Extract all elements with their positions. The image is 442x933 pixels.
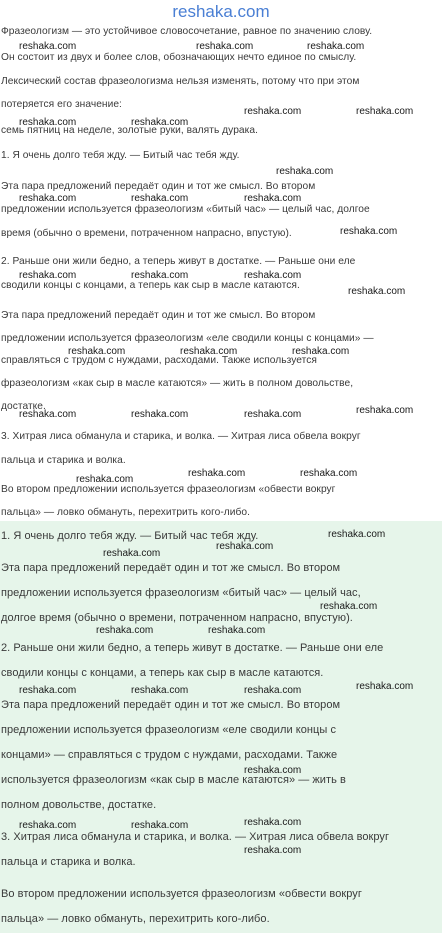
watermark: reshaka.com: [244, 817, 302, 828]
site-logo[interactable]: reshaka.com: [172, 2, 270, 21]
watermark: reshaka.com: [300, 468, 358, 479]
watermark: reshaka.com: [340, 226, 398, 237]
watermark: reshaka.com: [244, 765, 302, 776]
watermark: reshaka.com: [216, 541, 274, 552]
answer-b-line: используется фразеологизм «как сыр в масле катаются» — жить в: [1, 774, 346, 786]
answer-a-line: фразеологизм «как сыр в масле катаются» — жить в полном довольстве,: [1, 378, 354, 389]
watermark: reshaka.com: [320, 601, 378, 612]
answer-a-line: предложении используется фразеологизм «еле сводили концы с концами» —: [1, 333, 374, 344]
answer-a-line: 2. Раньше они жили бедно, а теперь живут в достатке. — Раньше они еле: [1, 256, 356, 267]
answer-b-line: долгое время (обычно о времени, потраченном напрасно, впустую).: [1, 612, 353, 624]
watermark: reshaka.com: [196, 41, 254, 52]
watermark: reshaka.com: [307, 41, 365, 52]
watermark: reshaka.com: [103, 548, 161, 559]
answer-a-line: достатке.: [1, 401, 46, 412]
watermark: reshaka.com: [19, 117, 77, 128]
watermark: reshaka.com: [131, 117, 189, 128]
watermark: reshaka.com: [356, 106, 414, 117]
answer-b-line: полном довольстве, достатке.: [1, 799, 157, 811]
answer-a-line: Эта пара предложений передаёт один и тот же смысл. Во втором: [1, 181, 316, 192]
answer-a-line: пальца и старика и волка.: [1, 455, 126, 466]
watermark: reshaka.com: [19, 270, 77, 281]
answer-a-line: сводили концы с концами, а теперь как сыр в масле катаются.: [1, 280, 300, 291]
watermark: reshaka.com: [244, 409, 302, 420]
answer-a-line: время (обычно о времени, потраченном напрасно, впустую).: [1, 228, 292, 239]
watermark: reshaka.com: [76, 474, 134, 485]
watermark: reshaka.com: [19, 41, 77, 52]
answer-b-line: Эта пара предложений передаёт один и тот же смысл. Во втором: [1, 562, 341, 574]
answer-b-line: предложении используется фразеологизм «битый час» — целый час,: [1, 587, 361, 599]
answer-a-line: предложении используется фразеологизм «битый час» — целый час, долгое: [1, 204, 370, 215]
watermark: reshaka.com: [19, 409, 77, 420]
watermark: reshaka.com: [188, 468, 246, 479]
watermark: reshaka.com: [19, 820, 77, 831]
answer-a-line: 1. Я очень долго тебя жду. — Битый час тебя жду.: [1, 150, 240, 161]
watermark: reshaka.com: [19, 193, 77, 204]
answer-b-line: 3. Хитрая лиса обманула и старика, и волка. — Хитрая лиса обвела вокруг: [1, 831, 390, 843]
watermark: reshaka.com: [292, 346, 350, 357]
watermark: reshaka.com: [68, 346, 126, 357]
theory-line: семь пятниц на неделе, золотые руки, валять дурака.: [1, 125, 258, 136]
watermark: reshaka.com: [244, 270, 302, 281]
answer-a-line: справляться с трудом с нуждами, расходами. Также используется: [1, 355, 317, 366]
answer-a-line: 3. Хитрая лиса обманула и старика, и волка. — Хитрая лиса обвела вокруг: [1, 431, 361, 442]
watermark: reshaka.com: [131, 685, 189, 696]
watermark: reshaka.com: [96, 625, 154, 636]
watermark: reshaka.com: [131, 193, 189, 204]
answer-b-line: пальца и старика и волка.: [1, 856, 136, 868]
watermark: reshaka.com: [244, 845, 302, 856]
watermark: reshaka.com: [348, 286, 406, 297]
answer-b-line: сводили концы с концами, а теперь как сыр в масле катаются.: [1, 667, 324, 679]
theory-line: Он состоит из двух и более слов, обозначающих нечто единое по смыслу.: [1, 52, 357, 63]
theory-line: потеряется его значение:: [1, 99, 122, 110]
answer-b-line: Во втором предложении используется фразеологизм «обвести вокруг: [1, 888, 362, 900]
watermark: reshaka.com: [356, 681, 414, 692]
answer-b-line: Эта пара предложений передаёт один и тот же смысл. Во втором: [1, 699, 341, 711]
watermark: reshaka.com: [19, 685, 77, 696]
answer-b-line: пальца» — ловко обмануть, перехитрить кого-либо.: [1, 913, 270, 925]
answer-a-line: пальца» — ловко обмануть, перехитрить кого-либо.: [1, 507, 251, 518]
watermark: reshaka.com: [244, 685, 302, 696]
watermark: reshaka.com: [131, 820, 189, 831]
watermark: reshaka.com: [244, 106, 302, 117]
answer-b-line: концами» — справляться с трудом с нуждами, расходами. Также: [1, 749, 338, 761]
watermark: reshaka.com: [131, 409, 189, 420]
answer-b-line: предложении используется фразеологизм «еле сводили концы с: [1, 724, 336, 736]
watermark: reshaka.com: [131, 270, 189, 281]
answer-b-line: 1. Я очень долго тебя жду. — Битый час тебя жду.: [1, 530, 259, 542]
answer-b-line: 2. Раньше они жили бедно, а теперь живут в достатке. — Раньше они еле: [1, 642, 384, 654]
watermark: reshaka.com: [328, 529, 386, 540]
theory-line: Фразеологизм — это устойчивое словосочетание, равное по значению слову.: [1, 26, 373, 37]
answer-a-line: Эта пара предложений передаёт один и тот же смысл. Во втором: [1, 310, 316, 321]
answer-a-line: Во втором предложении используется фразеологизм «обвести вокруг: [1, 484, 336, 495]
watermark: reshaka.com: [180, 346, 238, 357]
watermark: reshaka.com: [208, 625, 266, 636]
watermark: reshaka.com: [356, 405, 414, 416]
theory-line: Лексический состав фразеологизма нельзя изменять, потому что при этом: [1, 76, 360, 87]
watermark: reshaka.com: [276, 166, 334, 177]
watermark: reshaka.com: [244, 193, 302, 204]
